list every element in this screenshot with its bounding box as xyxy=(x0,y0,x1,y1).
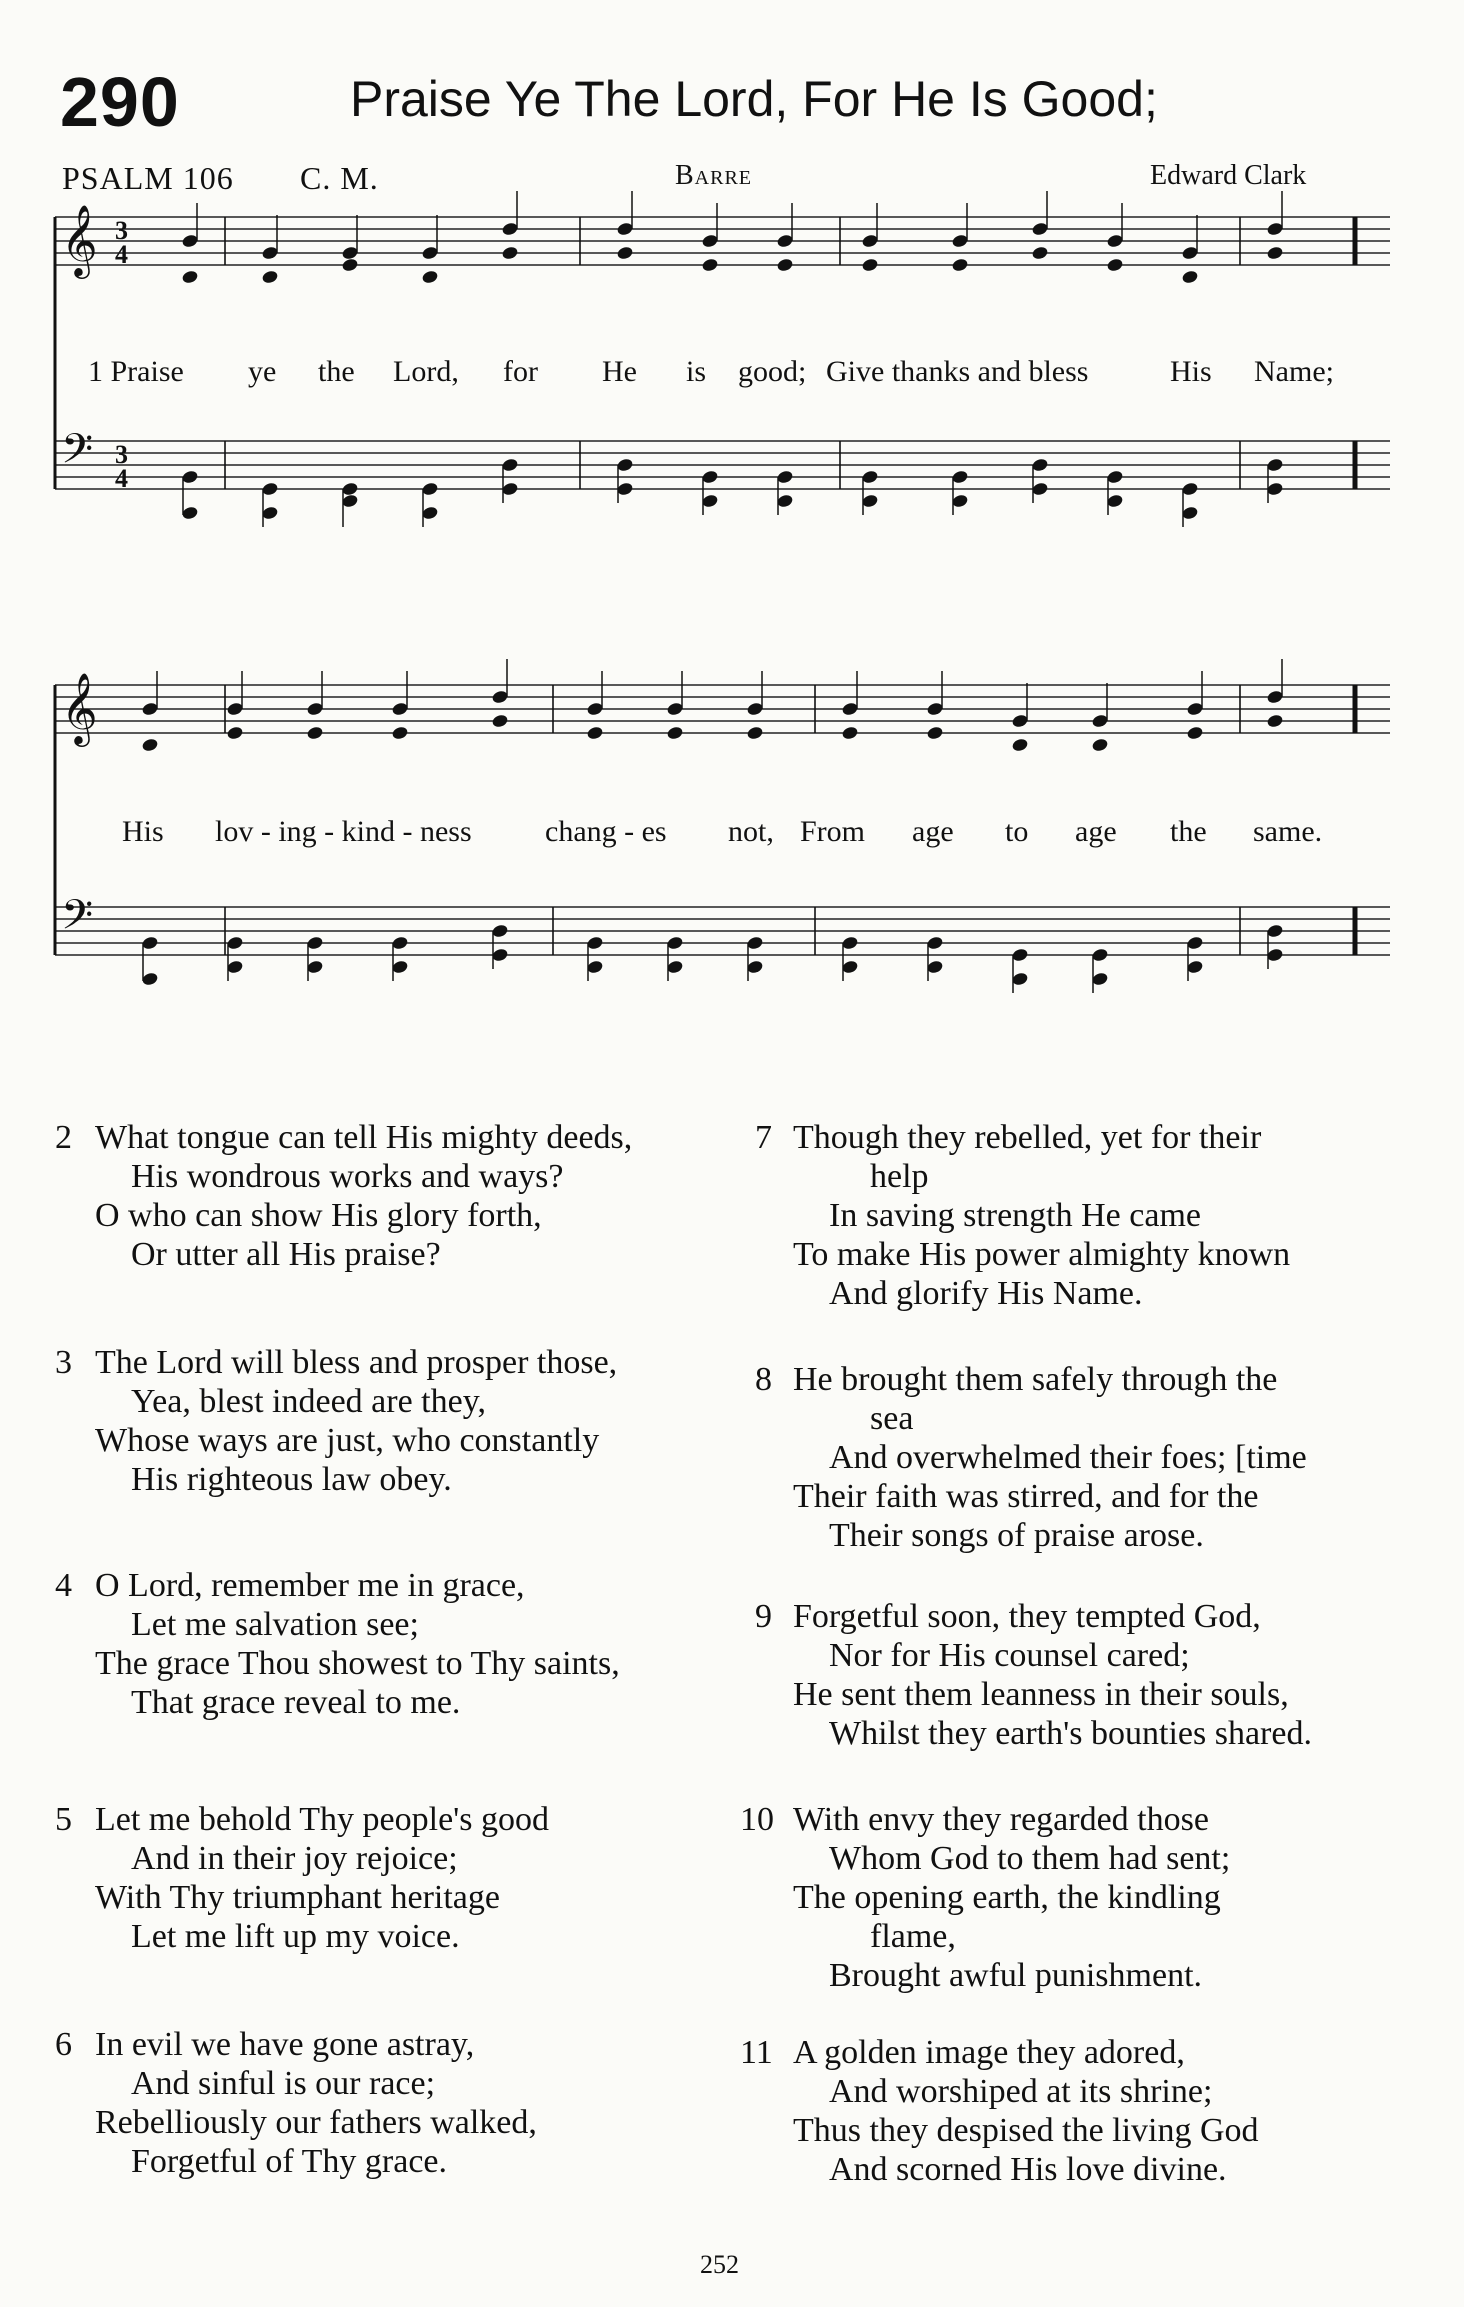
verse-line: O who can show His glory forth, xyxy=(95,1197,542,1234)
note-head xyxy=(1106,257,1124,272)
note-head xyxy=(1181,269,1199,284)
time-signature-top: 3 xyxy=(115,440,128,469)
note-head xyxy=(926,725,944,740)
verse-line: And in their joy rejoice; xyxy=(131,1840,458,1877)
verse-number: 6 xyxy=(55,2026,72,2063)
lyric-syllable: is xyxy=(686,355,707,388)
note-head xyxy=(841,725,859,740)
treble-clef: 𝄞 xyxy=(61,671,98,744)
lyric-syllable: Give thanks and bless xyxy=(826,355,1089,388)
verse-8 xyxy=(755,1360,1455,1570)
verse-line: A golden image they adored, xyxy=(793,2034,1185,2071)
verse-line: help xyxy=(870,1158,929,1195)
hymn-number: 290 xyxy=(60,63,180,141)
meter: C. M. xyxy=(300,160,379,196)
verse-line: Let me salvation see; xyxy=(131,1606,419,1643)
lyric-syllable: 1 Praise xyxy=(88,355,184,388)
verse-4 xyxy=(55,1566,735,1736)
verse-number: 4 xyxy=(55,1567,72,1604)
verse-line: Nor for His counsel cared; xyxy=(829,1637,1190,1674)
note-head xyxy=(616,245,634,260)
page-number: 252 xyxy=(700,2250,739,2279)
verse-7 xyxy=(755,1118,1455,1328)
verse-line: Whom God to them had sent; xyxy=(829,1840,1231,1877)
verse-line: Whose ways are just, who constantly xyxy=(95,1422,600,1459)
lyric-syllable: age xyxy=(1075,815,1117,848)
lyric-syllable: Name; xyxy=(1254,355,1334,388)
verse-line: He sent them leanness in their souls, xyxy=(793,1676,1289,1713)
lyric-syllable: not, xyxy=(728,815,774,848)
lyric-syllable: same. xyxy=(1253,815,1323,848)
note-head xyxy=(776,257,794,272)
lyric-syllable: ye xyxy=(248,355,277,388)
lyric-syllable: Lord, xyxy=(393,355,459,388)
verse-line: In evil we have gone astray, xyxy=(95,2026,475,2063)
lyric-syllable: age xyxy=(912,815,954,848)
note-head xyxy=(1011,737,1029,752)
lyric-syllable: He xyxy=(602,355,637,388)
note-head xyxy=(1186,725,1204,740)
verse-number: 7 xyxy=(755,1119,772,1156)
note-head xyxy=(861,257,879,272)
lyrics-system-1 xyxy=(0,355,1464,395)
time-signature-bottom: 4 xyxy=(115,464,128,493)
lyric-syllable: lov - ing - kind - ness xyxy=(215,815,472,848)
verse-line: With envy they regarded those xyxy=(793,1801,1209,1838)
hymn-title: Praise Ye The Lord, For He Is Good; xyxy=(350,71,1158,127)
note-head xyxy=(501,245,519,260)
verse-number: 10 xyxy=(740,1801,774,1838)
time-signature-top: 3 xyxy=(115,216,128,245)
verse-line: Though they rebelled, yet for their xyxy=(793,1119,1262,1156)
verse-line: Let me behold Thy people's good xyxy=(95,1801,550,1838)
note-head xyxy=(391,725,409,740)
verse-line: The opening earth, the kindling xyxy=(793,1879,1221,1916)
treble-clef: 𝄞 xyxy=(61,203,98,276)
verse-line: The Lord will bless and prosper those, xyxy=(95,1344,618,1381)
verse-line: To make His power almighty known xyxy=(793,1236,1291,1273)
note-head xyxy=(586,725,604,740)
note-head xyxy=(226,725,244,740)
verse-line: Let me lift up my voice. xyxy=(131,1918,460,1955)
note-head xyxy=(951,257,969,272)
verse-2 xyxy=(55,1118,735,1288)
lyric-syllable: good; xyxy=(738,355,807,388)
note-head xyxy=(141,737,159,752)
note-head xyxy=(1266,713,1284,728)
verse-5 xyxy=(55,1800,735,1970)
lyric-syllable: chang - es xyxy=(545,815,667,848)
verse-line: Their faith was stirred, and for the xyxy=(793,1478,1259,1515)
verse-9 xyxy=(755,1597,1455,1767)
verse-line: With Thy triumphant heritage xyxy=(95,1879,500,1916)
verse-number: 5 xyxy=(55,1801,72,1838)
verse-line: He brought them safely through the xyxy=(793,1361,1278,1398)
verse-line: What tongue can tell His mighty deeds, xyxy=(95,1119,633,1156)
verse-number: 11 xyxy=(740,2034,773,2071)
verse-3 xyxy=(55,1343,735,1513)
note-head xyxy=(701,257,719,272)
verse-line: And glorify His Name. xyxy=(829,1275,1143,1312)
note-head xyxy=(491,713,509,728)
verse-line: Rebelliously our fathers walked, xyxy=(95,2104,537,2141)
verse-10 xyxy=(740,1800,1455,2010)
note-head xyxy=(306,725,324,740)
verse-line: Their songs of praise arose. xyxy=(829,1517,1204,1554)
note-head xyxy=(1266,245,1284,260)
verse-line: Whilst they earth's bounties shared. xyxy=(829,1715,1312,1752)
note-head xyxy=(261,269,279,284)
lyric-syllable: His xyxy=(1170,355,1212,388)
verse-line: Yea, blest indeed are they, xyxy=(131,1383,487,1420)
lyric-syllable: the xyxy=(1170,815,1207,848)
psalm-reference: PSALM 106 xyxy=(62,160,234,196)
note-head xyxy=(341,257,359,272)
verse-line: Thus they despised the living God xyxy=(793,2112,1259,2149)
verse-line: O Lord, remember me in grace, xyxy=(95,1567,525,1604)
verse-number: 3 xyxy=(55,1344,72,1381)
lyric-syllable: His xyxy=(122,815,164,848)
verse-line: And sinful is our race; xyxy=(131,2065,436,2102)
verse-line: Brought awful punishment. xyxy=(829,1957,1203,1994)
note-head xyxy=(666,725,684,740)
verse-line: His wondrous works and ways? xyxy=(131,1158,564,1195)
verse-11 xyxy=(740,2033,1455,2203)
note-head xyxy=(1091,737,1109,752)
lyrics-system-2 xyxy=(0,815,1464,855)
time-signature-bottom: 4 xyxy=(115,240,128,269)
note-head xyxy=(1031,245,1049,260)
composer: Edward Clark xyxy=(1150,160,1307,191)
verse-line: In saving strength He came xyxy=(829,1197,1201,1234)
verse-line: sea xyxy=(870,1400,914,1437)
verse-line: And worshiped at its shrine; xyxy=(829,2073,1213,2110)
note-head xyxy=(746,725,764,740)
verse-line: That grace reveal to me. xyxy=(131,1684,461,1721)
verse-line: His righteous law obey. xyxy=(131,1461,452,1498)
verse-line: Forgetful soon, they tempted God, xyxy=(793,1598,1261,1635)
verse-line: flame, xyxy=(870,1918,956,1955)
verse-6 xyxy=(55,2025,735,2195)
lyric-syllable: for xyxy=(503,355,538,388)
lyric-syllable: From xyxy=(800,815,866,848)
music-score xyxy=(0,0,1464,1060)
verse-line: And overwhelmed their foes; [time xyxy=(829,1439,1307,1476)
verse-line: The grace Thou showest to Thy saints, xyxy=(95,1645,620,1682)
bass-clef: 𝄢 xyxy=(61,891,94,949)
verse-number: 9 xyxy=(755,1598,772,1635)
verse-line: Or utter all His praise? xyxy=(131,1236,441,1273)
verse-line: Forgetful of Thy grace. xyxy=(131,2143,447,2180)
verse-number: 8 xyxy=(755,1361,772,1398)
note-head xyxy=(421,269,439,284)
bass-clef: 𝄢 xyxy=(61,425,94,483)
note-head xyxy=(181,269,199,284)
verse-number: 2 xyxy=(55,1119,72,1156)
verse-line: And scorned His love divine. xyxy=(829,2151,1227,2188)
lyric-syllable: the xyxy=(318,355,355,388)
lyric-syllable: to xyxy=(1005,815,1029,848)
tune-name: Barre xyxy=(675,160,753,191)
